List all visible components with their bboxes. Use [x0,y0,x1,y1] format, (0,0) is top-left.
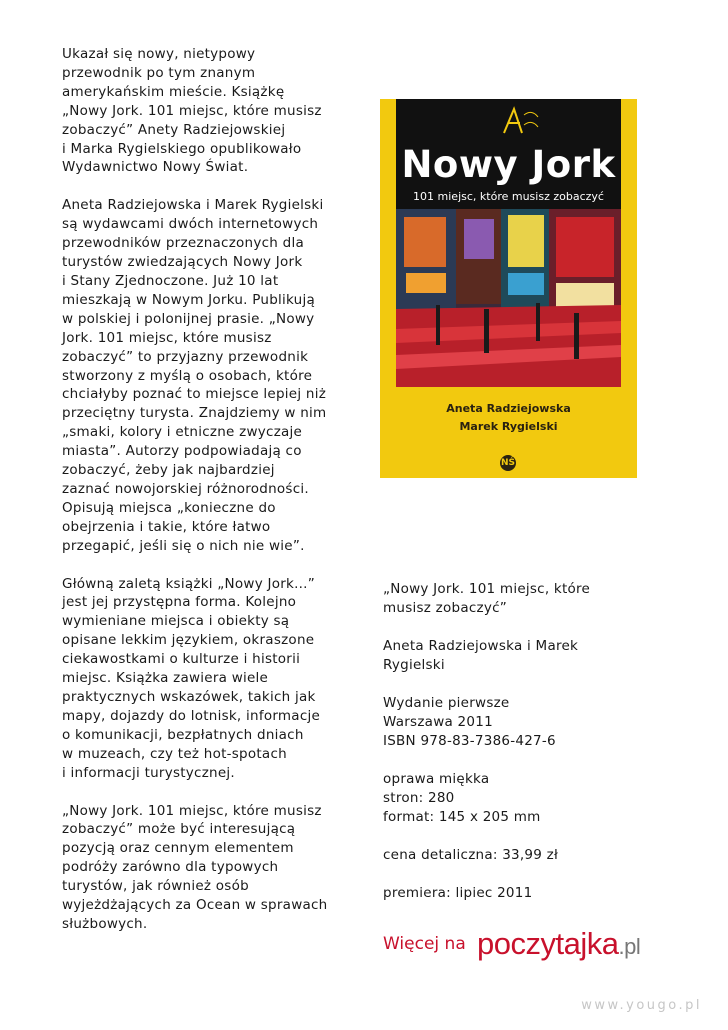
advantages-paragraph: Główną zaletą książki „Nowy Jork...” jest jej przystępna forma. Kolejno wymieniane miejsca i obiekty są opisane lekkim językiem, okraszone ciekawostkami o kulturze i historii miejsc. Książka zawiera wiele praktycznych wskazówek, takich jak mapy, dojazdy do lotnisk, informacje o komunikacji, bezpłatnych dniach w muzeach, czy też hot-spotach i informacji turystycznej. [62,575,321,781]
book-premiere: premiera: lipiec 2011 [383,885,533,901]
cover-subtitle: 101 miejsc, które musisz zobaczyć [413,190,604,203]
footer-website: www.yougo.pl [581,998,702,1013]
times-square-photo [396,209,621,387]
book-edition: Wydanie pierwsze Warszawa 2011 ISBN 978-83-7386-427-6 [383,695,556,749]
book-details [383,580,703,922]
cover-title: Nowy Jork [401,143,616,186]
cover-authors: Aneta Radziejowska Marek Rygielski [446,402,571,433]
book-cover [380,99,637,478]
book-authors: Aneta Radziejowska i Marek Rygielski [383,638,579,673]
brand-suffix: .pl [618,934,641,959]
publisher-logo: NŚ [500,455,516,471]
brand-name: poczytajka [477,926,619,961]
promo-link[interactable] [383,926,673,966]
series-logo-icon [498,105,542,139]
book-specs: oprawa miękka stron: 280 format: 145 x 205 mm [383,771,541,825]
intro-paragraph: Ukazał się nowy, nietypowy przewodnik po tym znanym amerykańskim mieście. Książkę „Nowy Jork. 101 miejsc, które musisz zobaczyć” Anety Radziejowskiej i Marka Rygielskiego opublikowało Wydawnictwo Nowy Świat. [62,46,322,176]
authors-paragraph: Aneta Radziejowska i Marek Rygielski są wydawcami dwóch internetowych przewodników przeznaczonych dla turystów zwiedzających Nowy Jork i Stany Zjednoczone. Już 10 lat mieszkają w Nowym Jorku. Publikują w polskiej i polonijnej prasie. „Nowy Jork. 101 miejsc, które musisz zobaczyć” to przyjazny przewodnik stworzony z myślą o osobach, które chciałyby poznać to miejsce lepiej niż przeciętny turysta. Znajdziemy w nim „smaki, kolory i etniczne zwyczaje miasta”. Autorzy podpowiadają co zobaczyć, żeby jak najbardziej zaznać nowojorskiej różnorodności. Opisują miejsca „konieczne do obejrzenia i takie, które łatwo przegapić, jeśli się o nich nie wie”. [62,197,327,554]
closing-paragraph: „Nowy Jork. 101 miejsc, które musisz zobaczyć” może być interesującą pozycją oraz cennym elementem podróży zarówno dla typowych turystów, jak również osób wyjeżdżających za Ocean w sprawach służbowych. [62,802,328,932]
article-body [62,45,352,953]
book-title: „Nowy Jork. 101 miejsc, które musisz zobaczyć” [383,581,591,616]
poczytajka-logo[interactable] [477,926,640,962]
promo-prefix: Więcej na [383,934,466,954]
book-price: cena detaliczna: 33,99 zł [383,847,559,863]
